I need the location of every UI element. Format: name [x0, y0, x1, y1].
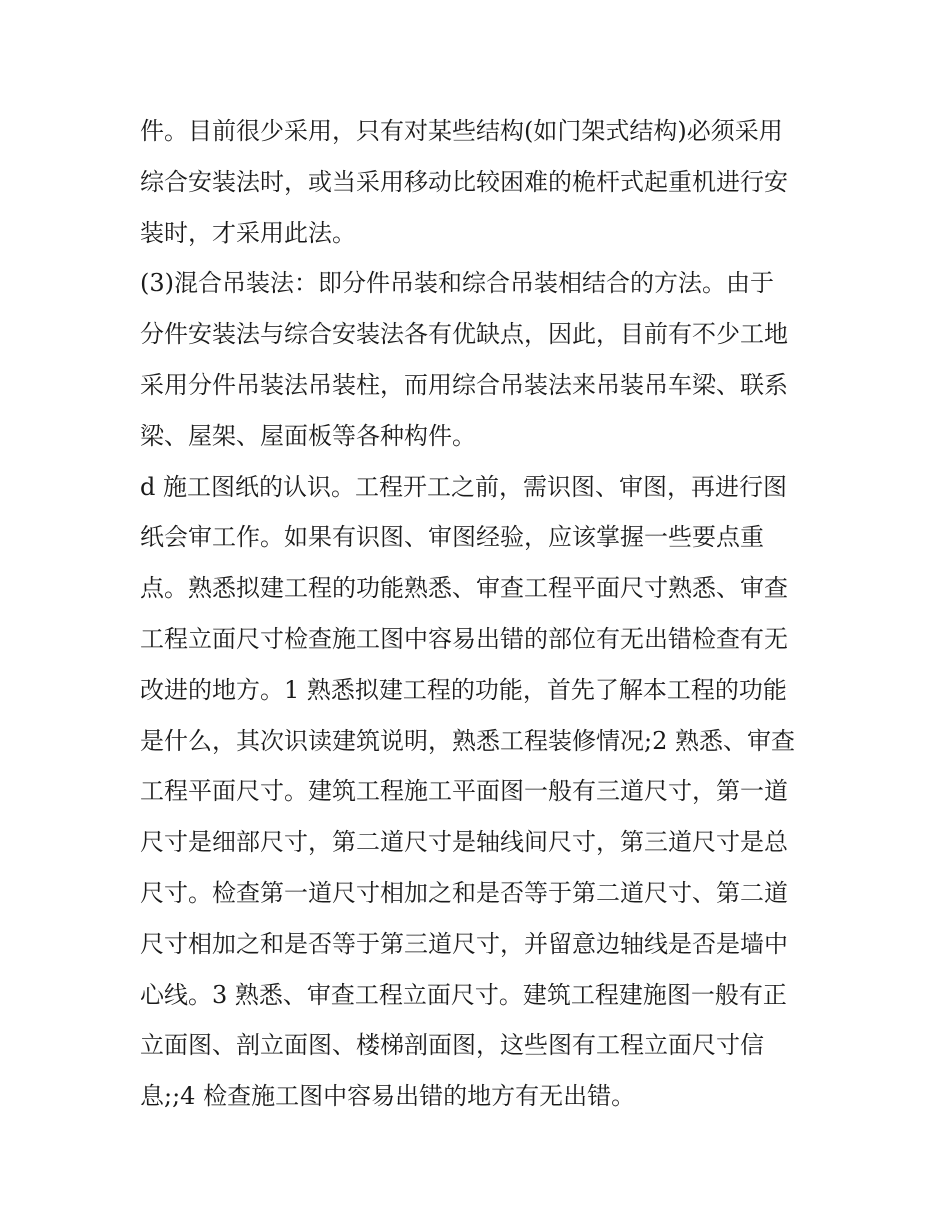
text-line: 尺寸相加之和是否等于第三道尺寸，并留意边轴线是否是墙中: [140, 929, 788, 958]
text-line: 尺寸是细部尺寸，第二道尺寸是轴线间尺寸，第三道尺寸是总: [140, 828, 788, 857]
text-line: 件。目前很少采用，只有对某些结构(如门架式结构)必须采用: [140, 117, 783, 145]
text-line: 分件安装法与综合安装法各有优缺点，因此，目前有不少工地: [140, 320, 788, 349]
text-line: 息;;4 检查施工图中容易出错的地方有无出错。: [140, 1082, 636, 1111]
text-line: 尺寸。检查第一道尺寸相加之和是否等于第二道尺寸、第二道: [140, 878, 788, 907]
text-line: 点。熟悉拟建工程的功能熟悉、审查工程平面尺寸熟悉、审查: [140, 574, 788, 603]
text-line: 纸会审工作。如果有识图、审图经验，应该掌握一些要点重: [140, 523, 764, 552]
text-line: 心线。3 熟悉、审查工程立面尺寸。建筑工程建施图一般有正: [140, 980, 787, 1009]
text-line: 梁、屋架、屋面板等各种构件。: [140, 421, 476, 450]
text-line: 立面图、剖立面图、楼梯剖面图，这些图有工程立面尺寸信: [140, 1031, 764, 1060]
text-line: 装时，才采用此法。: [140, 218, 356, 247]
text-line: 综合安装法时，或当采用移动比较困难的桅杆式起重机进行安: [140, 167, 788, 196]
text-line: 采用分件吊装法吊装柱，而用综合吊装法来吊装吊车梁、联系: [140, 370, 788, 399]
text-line: (3)混合吊装法：即分件吊装和综合吊装相结合的方法。由于: [140, 269, 774, 298]
text-line: 工程立面尺寸检查施工图中容易出错的部位有无出错检查有无: [140, 624, 788, 653]
text-line: 改进的地方。1 熟悉拟建工程的功能，首先了解本工程的功能: [140, 675, 787, 704]
text-line: d 施工图纸的认识。工程开工之前，需识图、审图，再进行图: [140, 472, 787, 501]
body-text: [140, 106, 820, 1122]
text-line: 工程平面尺寸。建筑工程施工平面图一般有三道尺寸，第一道: [140, 777, 788, 806]
text-line: 是什么，其次识读建筑说明，熟悉工程装修情况;2 熟悉、审查: [140, 726, 795, 755]
